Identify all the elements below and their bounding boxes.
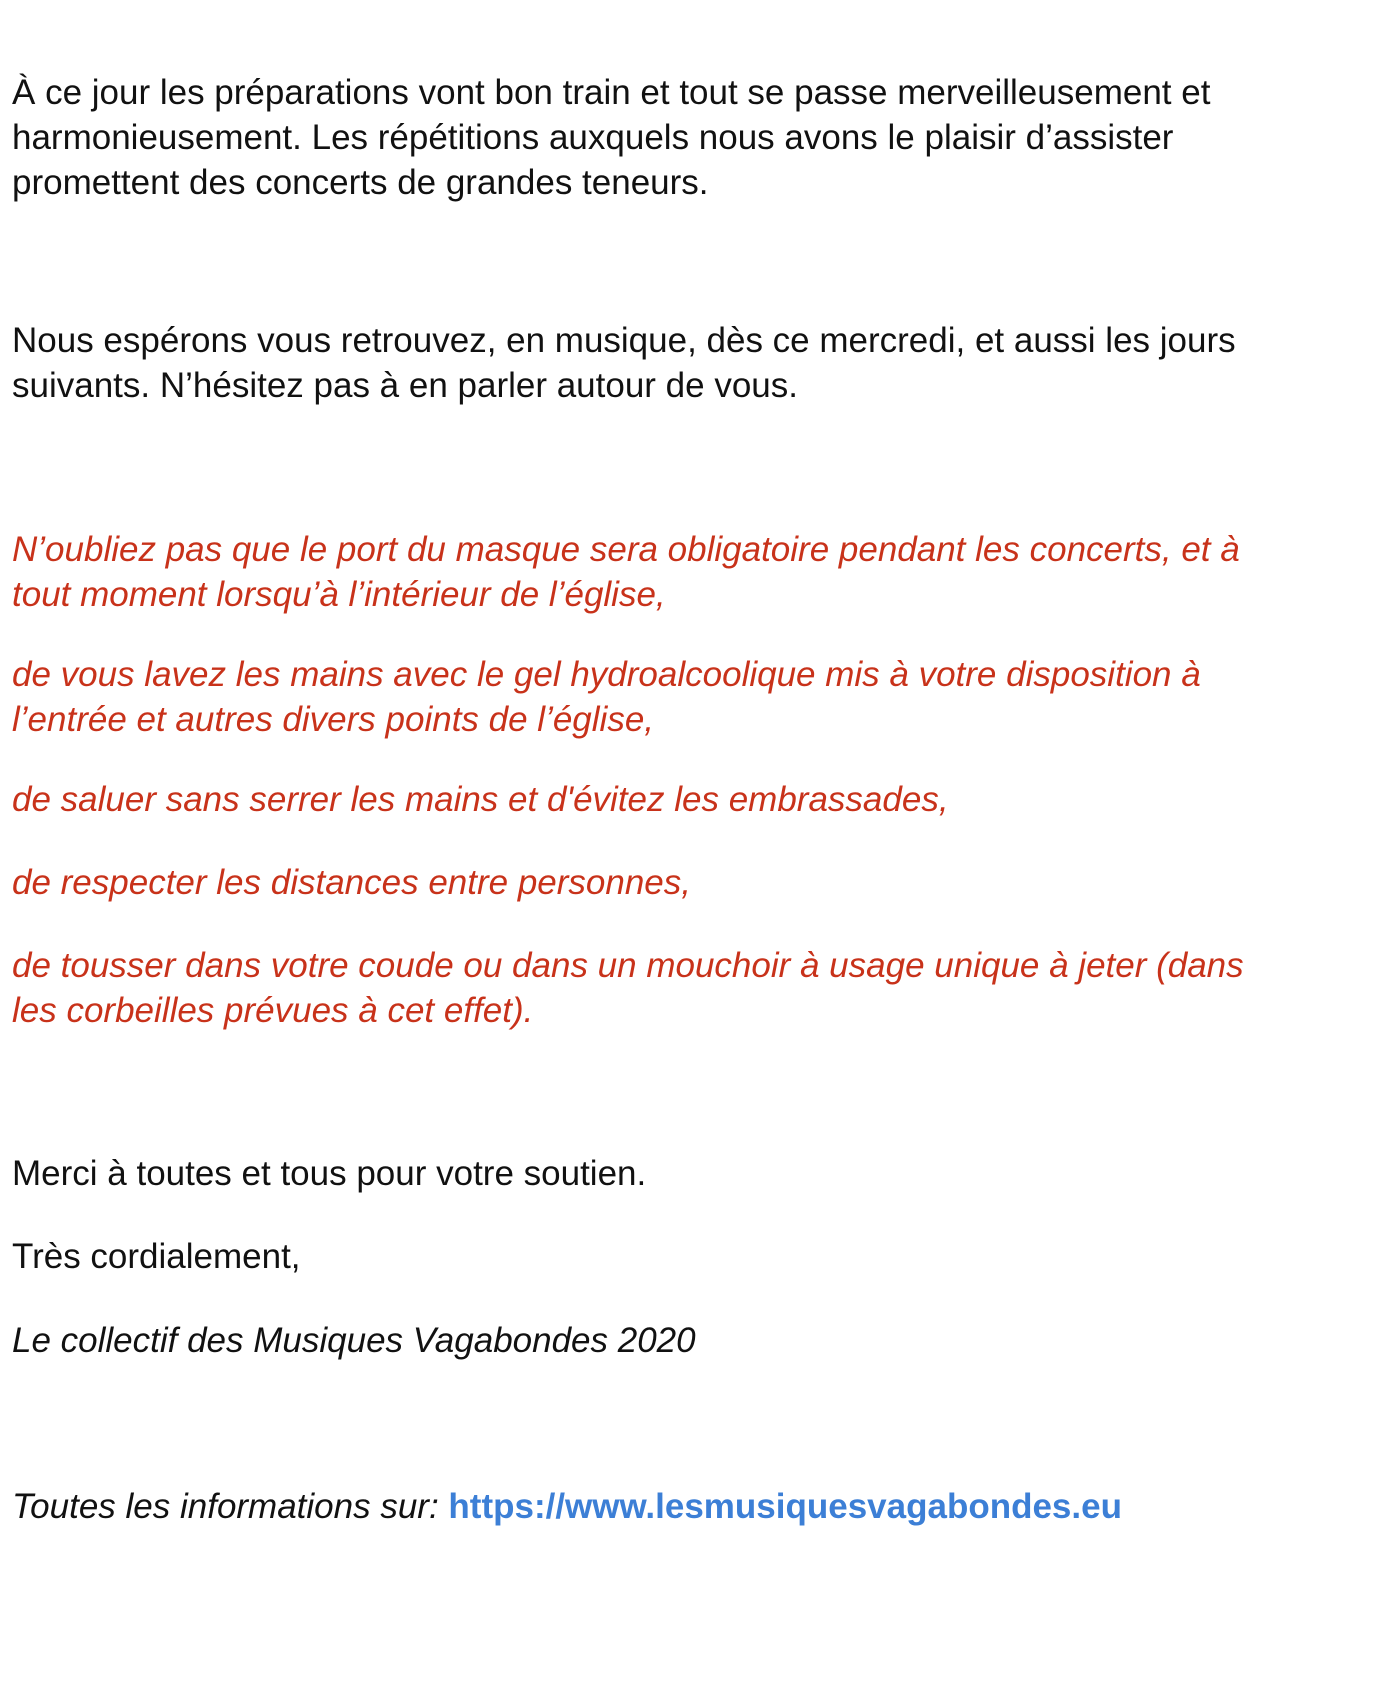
- website-link[interactable]: https://www.lesmusiquesvagabondes.eu: [448, 1487, 1122, 1526]
- gel-reminder: de vous lavez les mains avec le gel hydroalcoolique mis à votre disposition à l’entrée et autres divers points de l’église,: [12, 655, 1201, 739]
- hope-paragraph: Nous espérons vous retrouvez, en musique, dès ce mercredi, et aussi les jours suivants. N’hésitez pas à en parler autour de vous.: [12, 321, 1236, 405]
- mask-reminder: N’oubliez pas que le port du masque sera obligatoire pendant les concerts, et à tout moment lorsqu’à l’intérieur de l’église,: [12, 530, 1240, 614]
- distance-reminder: de respecter les distances entre personnes,: [12, 863, 691, 902]
- footer-label: Toutes les informations sur:: [12, 1487, 449, 1526]
- thanks-paragraph: Merci à toutes et tous pour votre soutien.: [12, 1154, 647, 1193]
- greeting-reminder: de saluer sans serrer les mains et d'évitez les embrassades,: [12, 780, 949, 819]
- footer-info: [12, 1484, 1122, 1529]
- regards-paragraph: Très cordialement,: [12, 1237, 301, 1276]
- cough-reminder: de tousser dans votre coude ou dans un mouchoir à usage unique à jeter (dans les corbeilles prévues à cet effet).: [12, 946, 1244, 1030]
- intro-paragraph: À ce jour les préparations vont bon train et tout se passe merveilleusement et harmonieusement. Les répétitions auxquels nous avons le plaisir d’assister promettent des concerts de grandes teneurs.: [12, 73, 1211, 202]
- signature: Le collectif des Musiques Vagabondes 2020: [12, 1321, 696, 1360]
